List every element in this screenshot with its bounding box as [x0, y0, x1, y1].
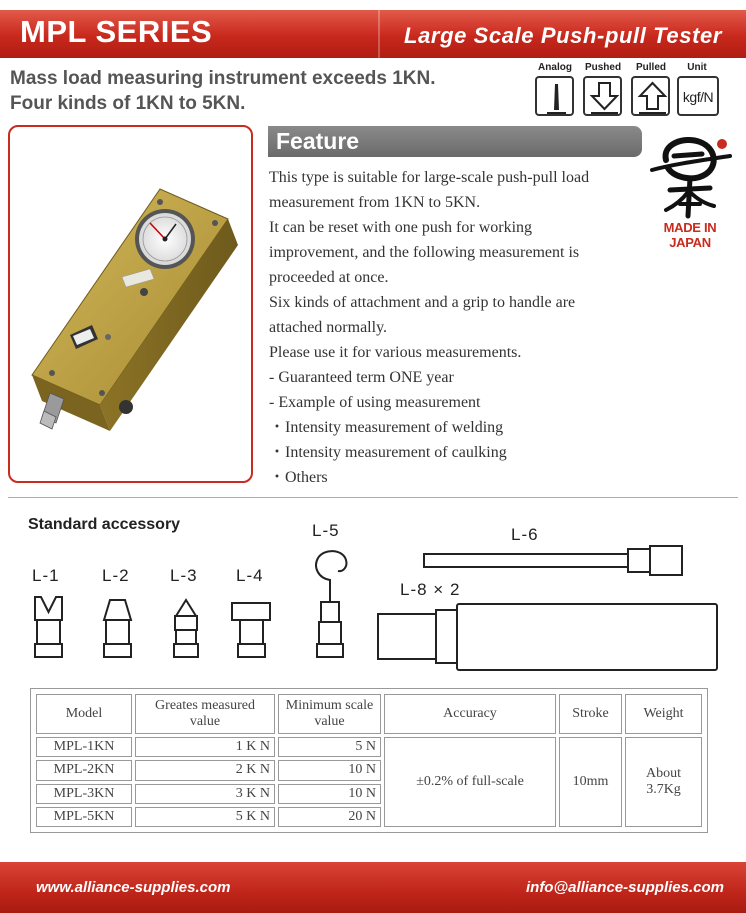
- feature-line: ・Others: [269, 469, 328, 486]
- spec-table: [33, 691, 705, 830]
- cell-min-scale: 10 N: [278, 784, 381, 804]
- series-title: MPL SERIES: [20, 14, 213, 49]
- cell-model: MPL-2KN: [36, 760, 132, 780]
- table-header-row: [36, 694, 702, 734]
- feature-line: Six kinds of attachment and a grip to handle are: [269, 294, 576, 311]
- made-in-japan-text: MADE IN JAPAN: [663, 220, 717, 250]
- subtitle-line-1: Mass load measuring instrument exceeds 1KN.: [10, 68, 436, 89]
- subtitle-line-2: Four kinds of 1KN to 5KN.: [10, 93, 246, 114]
- feature-heading: Feature: [276, 128, 360, 154]
- accessory-label-l5: L-5: [312, 521, 340, 540]
- feature-line: improvement, and the following measurement is: [269, 244, 580, 261]
- accessory-label-l8: L-8 × 2: [400, 580, 461, 599]
- cell-max-value: 3 K N: [135, 784, 275, 804]
- cell-model: MPL-5KN: [36, 807, 132, 827]
- footer-banner: [0, 862, 746, 913]
- accessory-title: Standard accessory: [28, 516, 181, 533]
- cell-accuracy: ±0.2% of full-scale: [384, 737, 556, 827]
- cell-model: MPL-1KN: [36, 737, 132, 757]
- feature-line: ・Intensity measurement of caulking: [269, 444, 507, 461]
- cell-weight: About 3.7Kg: [625, 737, 702, 827]
- cell-max-value: 2 K N: [135, 760, 275, 780]
- accessory-label-l4: L-4: [236, 566, 264, 585]
- cell-model: MPL-3KN: [36, 784, 132, 804]
- accessory-label-l3: L-3: [170, 566, 198, 585]
- spec-table-frame: [30, 688, 708, 833]
- feature-line: This type is suitable for large-scale push-pull load: [269, 169, 590, 186]
- feature-line: Please use it for various measurements.: [269, 344, 522, 361]
- header-min-scale: Minimum scale value: [278, 694, 381, 734]
- feature-line: measurement from 1KN to 5KN.: [269, 194, 481, 211]
- icon-label-analog: Analog: [538, 62, 572, 73]
- icon-label-unit: Unit: [687, 62, 707, 73]
- attachment-l5-hook: [316, 551, 346, 657]
- feature-line: - Example of using measurement: [269, 394, 481, 411]
- product-tagline: Large Scale Push-pull Tester: [404, 23, 722, 48]
- email-link[interactable]: info@alliance-supplies.com: [525, 879, 724, 896]
- attachment-l3-chisel: [174, 600, 198, 657]
- feature-line: - Guaranteed term ONE year: [269, 369, 454, 386]
- cell-min-scale: 10 N: [278, 760, 381, 780]
- cell-stroke: 10mm: [559, 737, 622, 827]
- attachment-l4-flat: [232, 603, 270, 657]
- feature-line: attached normally.: [269, 319, 388, 336]
- header-max-value: Greates measured value: [135, 694, 275, 734]
- header-stroke: Stroke: [559, 694, 622, 734]
- feature-line: proceeded at once.: [269, 269, 389, 286]
- attachment-l6-rod: [424, 546, 682, 575]
- header-weight: Weight: [625, 694, 702, 734]
- accessory-label-l6: L-6: [511, 525, 539, 544]
- accessory-label-l2: L-2: [102, 566, 130, 585]
- attachment-l1-v-notch: [35, 597, 62, 657]
- table-row: [36, 737, 702, 757]
- cell-min-scale: 5 N: [278, 737, 381, 757]
- header-model: Model: [36, 694, 132, 734]
- cell-min-scale: 20 N: [278, 807, 381, 827]
- website-link[interactable]: www.alliance-supplies.com: [36, 879, 231, 896]
- feature-line: ・Intensity measurement of welding: [269, 419, 504, 436]
- feature-line: It can be reset with one push for working: [269, 219, 533, 236]
- unit-icon-text: kgf/N: [682, 89, 714, 105]
- attachment-l8-handle: [378, 604, 717, 670]
- accessory-label-l1: L-1: [32, 566, 60, 585]
- attachment-l2-cone: [104, 600, 131, 657]
- icon-label-pulled: Pulled: [635, 62, 666, 73]
- cell-max-value: 5 K N: [135, 807, 275, 827]
- cell-max-value: 1 K N: [135, 737, 275, 757]
- icon-label-pushed: Pushed: [584, 62, 622, 73]
- header-accuracy: Accuracy: [384, 694, 556, 734]
